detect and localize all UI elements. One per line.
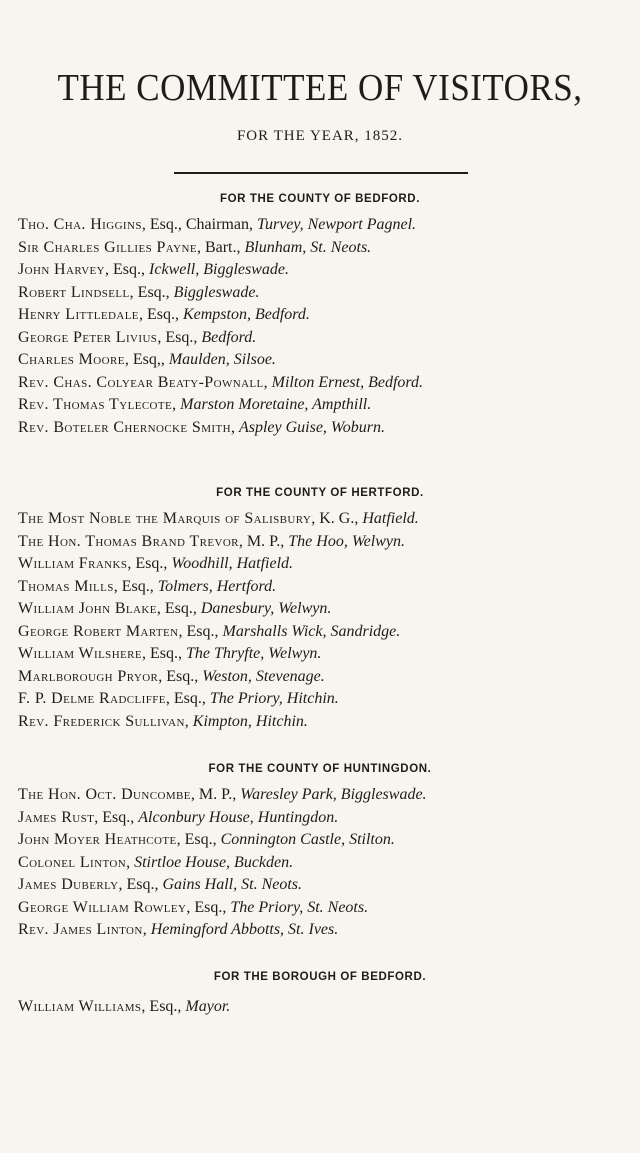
visitor-entry — [18, 897, 636, 920]
visitor-name: John Harvey — [18, 261, 106, 278]
visitor-title: , Esq., — [138, 306, 183, 323]
visitor-name: F. P. Delme Radcliffe — [18, 690, 166, 707]
visitor-name: Rev. Chas. Colyear Beaty-Pownall — [18, 373, 264, 391]
visitor-title: , Esq., — [129, 283, 174, 301]
visitor-title: , — [263, 373, 272, 391]
visitor-entry — [18, 349, 636, 372]
visitor-title: , K. G., — [311, 510, 363, 527]
visitor-name: Robert Lindsell — [18, 283, 130, 301]
visitor-entry — [18, 666, 636, 689]
visitor-name: Rev. Frederick Sullivan — [18, 712, 185, 730]
visitor-entry — [18, 508, 636, 531]
visitor-residence: Mayor. — [185, 998, 231, 1015]
visitor-entry — [18, 304, 636, 327]
visitor-name: George Robert Marten — [18, 622, 179, 640]
visitor-title: , M. P., — [190, 786, 241, 803]
visitor-name: James Duberly — [18, 876, 119, 893]
visitor-entry — [18, 553, 636, 576]
visitor-name: George Peter Livius — [18, 328, 158, 346]
visitor-title: , M. P., — [238, 532, 289, 550]
visitor-residence: Woodhill, Hatfield. — [171, 555, 294, 572]
visitor-residence: Maulden, Silsoe. — [168, 351, 276, 368]
visitor-title: , Esq., — [118, 876, 163, 893]
visitor-name: Colonel Linton — [18, 853, 127, 871]
visitor-residence: Weston, Stevenage. — [202, 667, 325, 685]
visitor-entry — [18, 237, 636, 260]
visitor-title: , Esq., — [158, 667, 203, 685]
visitor-residence: Marshalls Wick, Sandridge. — [222, 622, 401, 640]
visitor-residence: Turvey, Newport Pagnel. — [256, 216, 417, 233]
visitor-title: , — [230, 418, 239, 436]
visitor-residence: Biggleswade. — [173, 283, 260, 301]
visitor-entry — [18, 327, 636, 350]
visitor-title: , Esq., — [176, 831, 221, 848]
visitor-entry — [18, 394, 636, 417]
visitor-title: , Esq., — [156, 600, 201, 617]
visitor-name: The Hon. Thomas Brand Trevor — [18, 532, 239, 550]
visitor-residence: Milton Ernest, Bedford. — [271, 373, 424, 391]
visitor-residence: Kempston, Bedford. — [182, 306, 310, 323]
visitor-name: Sir Charles Gillies Payne — [18, 238, 197, 256]
visitor-title: , Esq., — [157, 328, 202, 346]
visitor-name: Thomas Mills — [18, 577, 114, 595]
visitor-title: , Esq., — [105, 261, 150, 278]
visitor-residence: Ickwell, Biggleswade. — [149, 261, 289, 278]
visitor-title: , Esq., — [141, 998, 186, 1015]
visitor-title: , — [142, 921, 151, 938]
visitor-name: Rev. James Linton — [18, 921, 143, 938]
visitor-name: Tho. Cha. Higgins — [18, 216, 142, 233]
visitor-name: Rev. Thomas Tylecote — [18, 396, 173, 413]
visitor-name: Charles Moore — [18, 351, 125, 368]
section-borough-bedford-list — [18, 996, 636, 1019]
section-heading-hertford: FOR THE COUNTY OF HERTFORD. — [216, 487, 424, 499]
section-heading-borough-bedford: FOR THE BOROUGH OF BEDFORD. — [213, 971, 427, 983]
visitor-entry — [18, 282, 636, 305]
visitor-residence: Connington Castle, Stilton. — [220, 831, 395, 848]
visitor-residence: Tolmers, Hertford. — [157, 577, 277, 595]
visitor-residence: Alconbury House, Huntingdon. — [138, 808, 339, 826]
visitor-residence: The Priory, St. Neots. — [230, 898, 369, 916]
visitor-entry — [18, 576, 636, 599]
visitor-entry — [18, 214, 636, 237]
visitor-residence: The Thryfte, Welwyn. — [186, 645, 322, 662]
visitor-title: , Bart., — [196, 238, 245, 256]
visitor-entry — [18, 259, 636, 282]
visitor-residence: Kimpton, Hitchin. — [192, 712, 308, 730]
visitor-residence: Hemingford Abbotts, St. Ives. — [150, 921, 339, 938]
visitor-entry — [18, 807, 636, 830]
visitor-title: , — [184, 712, 193, 730]
visitor-residence: Danesbury, Welwyn. — [200, 600, 332, 617]
visitor-name: George William Rowley — [18, 898, 187, 916]
visitor-entry — [18, 996, 636, 1019]
visitor-title: , Esq., Chairman, — [141, 216, 257, 233]
visitor-name: Rev. Boteler Chernocke Smith — [18, 418, 231, 436]
visitor-title: , — [126, 853, 135, 871]
section-heading-bedford: FOR THE COUNTY OF BEDFORD. — [219, 193, 421, 205]
visitor-entry — [18, 417, 636, 440]
visitor-entry — [18, 852, 636, 875]
visitor-name: Henry Littledale — [18, 306, 139, 323]
visitor-residence: Hatfield. — [362, 510, 419, 527]
section-heading-huntingdon: FOR THE COUNTY OF HUNTINGDON. — [208, 763, 432, 775]
visitor-entry — [18, 598, 636, 621]
visitor-name: The Hon. Oct. Duncombe — [18, 786, 191, 803]
visitor-residence: Stirtloe House, Buckden. — [134, 853, 294, 871]
visitor-entry — [18, 784, 636, 807]
visitor-title: , — [172, 396, 181, 413]
visitor-title: , Esq., — [127, 555, 172, 572]
visitor-entry — [18, 829, 636, 852]
visitor-name: William John Blake — [18, 600, 157, 617]
visitor-entry — [18, 531, 636, 554]
visitor-title: , Esq., — [94, 808, 139, 826]
visitor-name: The Most Noble the Marquis of Salisbury — [18, 510, 312, 527]
visitor-residence: Aspley Guise, Woburn. — [238, 418, 385, 436]
visitor-title: , Esq., — [165, 690, 210, 707]
visitor-entry — [18, 621, 636, 644]
visitor-name: William Wilshere — [18, 645, 143, 662]
visitor-name: William Franks — [18, 555, 128, 572]
visitor-residence: The Hoo, Welwyn. — [288, 532, 405, 550]
visitor-residence: Waresley Park, Biggleswade. — [240, 786, 427, 803]
visitor-residence: Marston Moretaine, Ampthill. — [180, 396, 372, 413]
visitor-entry — [18, 919, 636, 942]
title-divider — [174, 172, 468, 174]
section-hertford-list — [18, 508, 636, 733]
visitor-title: , Esq., — [186, 898, 231, 916]
visitor-residence: Bedford. — [201, 328, 257, 346]
page-title: THE COMMITTEE OF VISITORS, — [57, 66, 583, 109]
page-subtitle: FOR THE YEAR, 1852. — [236, 128, 404, 144]
visitor-name: John Moyer Heathcote — [18, 831, 177, 848]
visitor-name: Marlborough Pryor — [18, 667, 159, 685]
visitor-entry — [18, 372, 636, 395]
visitor-name: James Rust — [18, 808, 95, 826]
visitor-residence: Gains Hall, St. Neots. — [162, 876, 303, 893]
visitor-entry — [18, 874, 636, 897]
visitor-title: , Esq,, — [124, 351, 169, 368]
visitor-entry — [18, 688, 636, 711]
visitor-entry — [18, 711, 636, 734]
visitor-title: , Esq., — [142, 645, 187, 662]
section-huntingdon-list — [18, 784, 636, 942]
visitor-entry — [18, 643, 636, 666]
visitor-residence: Blunham, St. Neots. — [244, 238, 372, 256]
visitor-title: , Esq., — [113, 577, 158, 595]
visitor-name: William Williams — [18, 998, 142, 1015]
visitor-title: , Esq., — [178, 622, 223, 640]
section-bedford-list — [18, 214, 636, 439]
visitor-residence: The Priory, Hitchin. — [209, 690, 339, 707]
